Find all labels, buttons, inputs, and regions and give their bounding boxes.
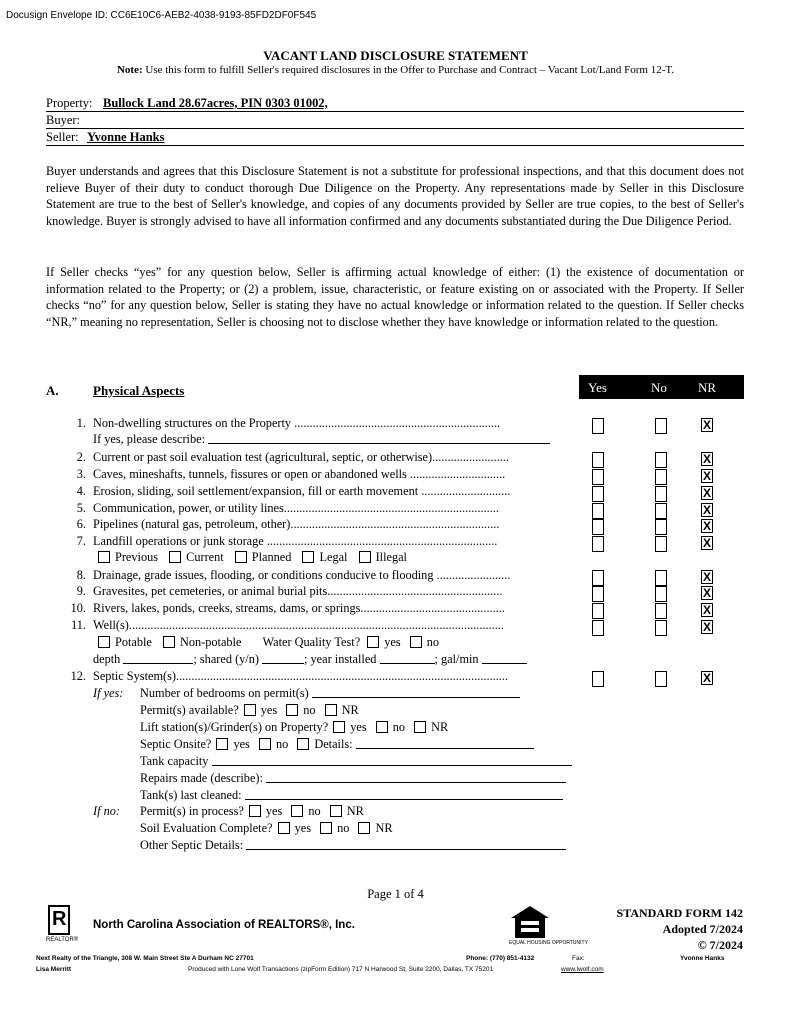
q7-current-checkbox[interactable]: [169, 551, 181, 563]
septic-onsite: [140, 737, 534, 752]
septic-bedrooms-label: Number of bedrooms on permit(s): [140, 686, 309, 700]
septic-permits-available: [140, 703, 359, 718]
septic-tank-capacity-label: Tank capacity: [140, 754, 209, 768]
q11-details: [93, 652, 527, 667]
property-value: Bullock Land 28.67acres, PIN 0303 01002,: [103, 96, 328, 110]
answer-no-checkbox[interactable]: [655, 586, 667, 602]
lift-station-no-label: no: [392, 720, 406, 734]
soil-eval-no-checkbox[interactable]: [320, 822, 332, 834]
buyer-field[interactable]: [46, 113, 744, 129]
question-text: Septic System(s)............................................................................................................: [93, 669, 509, 683]
col-no-header: No: [651, 380, 667, 395]
seller-name-footer: Yvonne Hanks: [680, 955, 725, 962]
septic-lift-station: [140, 720, 448, 735]
checkbox-meaning-paragraph: If Seller checks “yes” for any question below, Seller is affirming actual knowledge of either: (1) the existence of documentation or information related to the Property; or (2) a problem, issue, characteristic, or feature existing on or associated with the Property. If Seller checks “no” for any question below, Seller is stating they have no actual knowledge or information related to the question. If Seller checks “NR,” meaning no representation, Seller is choosing not to disclose whether they have knowledge or information related to the question.: [46, 265, 744, 330]
question-text: Gravesites, pet cemeteries, or animal burial pits.........................................................: [93, 584, 503, 598]
q11-shared-blank[interactable]: [262, 663, 304, 664]
answer-no-checkbox[interactable]: [655, 519, 667, 535]
septic-tank-capacity-blank[interactable]: [212, 765, 572, 766]
form-title: VACANT LAND DISCLOSURE STATEMENT: [263, 48, 528, 63]
septic-other-details: [140, 838, 566, 853]
septic-onsite-details-checkbox[interactable]: [297, 738, 309, 750]
lift-station-yes-label: yes: [350, 720, 367, 734]
property-field[interactable]: [46, 96, 744, 112]
question-text: Caves, mineshafts, tunnels, fissures or open or abandoned wells ...............................: [93, 467, 506, 481]
q11-potable-checkbox[interactable]: [98, 636, 110, 648]
permits-available-nr-label: NR: [341, 703, 359, 717]
septic-last-cleaned-blank[interactable]: [245, 799, 563, 800]
in-process-nr-checkbox[interactable]: [330, 805, 342, 817]
answer-yes-checkbox[interactable]: [592, 418, 604, 434]
septic-onsite-yes-label: yes: [233, 737, 250, 751]
produced-by: Produced with Lone Wolf Transactions (zipForm Edition) 717 N Harwood St, Suite 2200, Dallas, TX 75201: [188, 966, 494, 973]
q11-options: [96, 635, 439, 650]
septic-permits-available-label: Permit(s) available?: [140, 703, 239, 717]
septic-lift-station-label: Lift station(s)/Grinder(s) on Property?: [140, 720, 329, 734]
q11-gal-label: ; gal/min: [434, 652, 479, 666]
septic-onsite-no-checkbox[interactable]: [259, 738, 271, 750]
answer-no-checkbox[interactable]: [655, 620, 667, 636]
answer-yes-checkbox[interactable]: [592, 603, 604, 619]
septic-tank-capacity: [140, 754, 572, 769]
agent-name: Lisa Merritt: [36, 966, 72, 973]
answer-yes-checkbox[interactable]: [592, 469, 604, 485]
seller-label: Seller:: [46, 130, 79, 144]
answer-yes-checkbox[interactable]: [592, 671, 604, 687]
question-number: 12.: [70, 669, 86, 683]
septic-bedrooms-line: [140, 686, 520, 701]
q11-water-test-yes-checkbox[interactable]: [367, 636, 379, 648]
answer-nr-checkbox[interactable]: X: [702, 452, 711, 466]
buyer-label: Buyer:: [46, 113, 81, 127]
septic-other-details-label: Other Septic Details:: [140, 838, 244, 852]
seller-field[interactable]: [46, 130, 744, 146]
question-number: 5.: [76, 501, 86, 515]
answer-no-checkbox[interactable]: [655, 486, 667, 502]
lift-station-yes-checkbox[interactable]: [333, 721, 345, 733]
question-number: 4.: [76, 484, 86, 498]
q1-describe-line[interactable]: [93, 432, 550, 447]
q7-options: [96, 550, 407, 565]
answer-yes-checkbox[interactable]: [592, 452, 604, 468]
septic-repairs: [140, 771, 566, 786]
answer-yes-checkbox[interactable]: [592, 586, 604, 602]
association-name: North Carolina Association of REALTORS®, Inc.: [93, 919, 355, 931]
permits-available-no-label: no: [303, 703, 316, 717]
q11-nonpotable-label: Non-potable: [179, 635, 242, 649]
permits-available-no-checkbox[interactable]: [286, 704, 298, 716]
answer-nr-checkbox[interactable]: X: [702, 603, 711, 617]
in-process-yes-label: yes: [265, 804, 283, 818]
q7-illegal-checkbox[interactable]: [359, 551, 371, 563]
answer-nr-checkbox[interactable]: X: [702, 671, 711, 685]
q7-illegal-label: Illegal: [375, 550, 407, 564]
question-number: 7.: [76, 534, 86, 548]
soil-eval-no-label: no: [337, 821, 350, 835]
question-number: 6.: [76, 517, 86, 531]
q7-planned-label: Planned: [251, 550, 292, 564]
standard-form-number: STANDARD FORM 142: [616, 906, 743, 920]
septic-last-cleaned: [140, 788, 563, 803]
note-label: Note:: [116, 64, 143, 76]
answer-no-checkbox[interactable]: [655, 603, 667, 619]
answer-no-checkbox[interactable]: [655, 536, 667, 552]
question-number: 10.: [70, 601, 86, 615]
septic-soil-eval-label: Soil Evaluation Complete?: [140, 821, 273, 835]
answer-nr-checkbox[interactable]: X: [702, 586, 711, 600]
soil-eval-nr-label: NR: [375, 821, 393, 835]
question-number: 3.: [76, 467, 86, 481]
question-text: Non-dwelling structures on the Property ...................................................................: [93, 416, 501, 430]
lift-station-nr-checkbox[interactable]: [414, 721, 426, 733]
answer-nr-checkbox[interactable]: X: [702, 503, 711, 517]
realtor-caption: REALTOR®: [46, 937, 79, 943]
note-text: Use this form to fulfill Seller's required disclosures in the Offer to Purchase and Contract – Vacant Lot/Land Form 12-T.: [145, 64, 675, 76]
question-number: 11.: [71, 618, 86, 632]
property-label: Property:: [46, 96, 93, 110]
q11-year-blank[interactable]: [380, 663, 435, 664]
permits-available-nr-checkbox[interactable]: [325, 704, 337, 716]
soil-eval-yes-label: yes: [294, 821, 311, 835]
q11-water-test-no-checkbox[interactable]: [410, 636, 422, 648]
phone-number: Phone: (770) 851-4132: [466, 955, 535, 962]
q7-planned-checkbox[interactable]: [235, 551, 247, 563]
answer-nr-checkbox[interactable]: X: [702, 536, 711, 550]
section-title: Physical Aspects: [93, 383, 185, 398]
septic-bedrooms-blank[interactable]: [312, 697, 520, 698]
answer-yes-checkbox[interactable]: [592, 620, 604, 636]
col-yes-header: Yes: [588, 380, 607, 395]
question-number: 2.: [76, 450, 86, 464]
q7-current-label: Current: [186, 550, 224, 564]
q11-shared-label: ; shared (y/n): [193, 652, 259, 666]
q11-depth-blank[interactable]: [123, 663, 193, 664]
in-process-no-checkbox[interactable]: [291, 805, 303, 817]
soil-eval-nr-checkbox[interactable]: [358, 822, 370, 834]
answer-no-checkbox[interactable]: [655, 452, 667, 468]
question-text: Landfill operations or junk storage ...........................................................................: [93, 534, 498, 548]
septic-onsite-label: Septic Onsite?: [140, 737, 212, 751]
q1-describe-label: If yes, please describe:: [93, 432, 205, 446]
form-note: [0, 64, 791, 76]
question-number: 8.: [76, 568, 86, 582]
equal-housing-icon: [509, 904, 551, 940]
page-number: Page 1 of 4: [367, 887, 424, 901]
septic-last-cleaned-label: Tank(s) last cleaned:: [140, 788, 242, 802]
question-text: Pipelines (natural gas, petroleum, other)....................................................................: [93, 517, 500, 531]
section-letter: A.: [46, 383, 59, 398]
septic-details-blank[interactable]: [356, 748, 534, 749]
question-text: Communication, power, or utility lines......................................................................: [93, 501, 499, 515]
septic-soil-eval: [140, 821, 393, 836]
seller-value: Yvonne Hanks: [87, 130, 165, 144]
question-text: Well(s)..........................................................................................................................: [93, 618, 504, 632]
question-text: Rivers, lakes, ponds, creeks, streams, dams, or springs...............................................: [93, 601, 505, 615]
septic-onsite-yes-checkbox[interactable]: [216, 738, 228, 750]
lift-station-no-checkbox[interactable]: [376, 721, 388, 733]
fax-label: Fax:: [572, 955, 585, 962]
septic-in-process-label: Permit(s) in process?: [140, 804, 244, 818]
answer-no-checkbox[interactable]: [655, 671, 667, 687]
q11-potable-label: Potable: [115, 635, 152, 649]
copyright-date: © 7/2024: [697, 938, 743, 952]
answer-nr-checkbox[interactable]: X: [702, 620, 711, 634]
q7-legal-checkbox[interactable]: [302, 551, 314, 563]
septic-if-no: If no:: [93, 804, 120, 818]
standard-form-block: [617, 905, 743, 953]
answer-yes-checkbox[interactable]: [592, 519, 604, 535]
answer-no-checkbox[interactable]: [655, 418, 667, 434]
realtor-logo: [48, 905, 70, 935]
septic-other-details-blank[interactable]: [246, 849, 566, 850]
in-process-no-label: no: [308, 804, 321, 818]
answer-yes-checkbox[interactable]: [592, 503, 604, 519]
question-number: 9.: [76, 584, 86, 598]
lift-station-nr-label: NR: [431, 720, 449, 734]
answer-no-checkbox[interactable]: [655, 503, 667, 519]
permits-available-yes-label: yes: [260, 703, 278, 717]
answer-nr-checkbox[interactable]: X: [702, 486, 711, 500]
answer-yes-checkbox[interactable]: [592, 570, 604, 586]
col-nr-header: NR: [698, 380, 717, 395]
question-text: Erosion, sliding, soil settlement/expansion, fill or earth movement .............................: [93, 484, 511, 498]
envelope-id: Docusign Envelope ID: CC6E10C6-AEB2-4038-9193-85FD2DF0F545: [6, 10, 317, 21]
permits-available-yes-checkbox[interactable]: [244, 704, 256, 716]
q7-previous-label: Previous: [115, 550, 159, 564]
question-text: Current or past soil evaluation test (agricultural, septic, or otherwise).........................: [93, 450, 509, 464]
q7-previous-checkbox[interactable]: [98, 551, 110, 563]
septic-details-label: Details:: [314, 737, 353, 751]
septic-in-process: [140, 804, 364, 819]
q11-gal-blank[interactable]: [482, 663, 527, 664]
answer-nr-checkbox[interactable]: X: [702, 418, 711, 432]
answer-yes-checkbox[interactable]: [592, 536, 604, 552]
q11-water-test-no-label: no: [426, 635, 440, 649]
website-link[interactable]: www.lwolf.com: [561, 966, 604, 973]
question-number: 1.: [76, 416, 86, 430]
soil-eval-yes-checkbox[interactable]: [278, 822, 290, 834]
realtor-logo-letter: R: [52, 908, 67, 930]
q11-nonpotable-checkbox[interactable]: [163, 636, 175, 648]
answer-nr-checkbox[interactable]: X: [702, 469, 711, 483]
septic-repairs-label: Repairs made (describe):: [140, 771, 263, 785]
q7-legal-label: Legal: [319, 550, 348, 564]
question-text: Drainage, grade issues, flooding, or conditions conducive to flooding ........................: [93, 568, 511, 582]
q11-water-test-label: Water Quality Test?: [262, 635, 361, 649]
answer-no-checkbox[interactable]: [655, 469, 667, 485]
in-process-nr-label: NR: [346, 804, 364, 818]
answer-no-checkbox[interactable]: [655, 570, 667, 586]
in-process-yes-checkbox[interactable]: [249, 805, 261, 817]
septic-repairs-blank[interactable]: [266, 782, 566, 783]
q11-year-label: ; year installed: [304, 652, 377, 666]
equal-housing-caption: EQUAL HOUSING OPPORTUNITY: [509, 940, 588, 946]
septic-if-yes: If yes:: [93, 686, 124, 700]
q11-depth-label: depth: [93, 652, 121, 666]
septic-onsite-no-label: no: [275, 737, 289, 751]
q11-water-test-yes-label: yes: [384, 635, 401, 649]
disclaimer-paragraph: Buyer understands and agrees that this Disclosure Statement is not a substitute for professional inspections, and that this document does not relieve Buyer of their duty to conduct thorough Due Diligence on the Property. Any representations made by Seller in this Disclosure Statement are true to the best of Seller's knowledge, and copies of any documents provided by Seller are true copies, to the best of Seller's knowledge. Buyer is strongly advised to have all information confirmed and any documents substantiated during the Due Diligence Period.: [46, 164, 744, 229]
adopted-date: Adopted 7/2024: [662, 922, 743, 936]
answer-nr-checkbox[interactable]: X: [702, 519, 711, 533]
brokerage-address: Next Realty of the Triangle, 308 W. Main Street Ste A Durham NC 27701: [36, 955, 254, 962]
answer-yes-checkbox[interactable]: [592, 486, 604, 502]
q1-describe-blank[interactable]: [208, 443, 550, 444]
answer-nr-checkbox[interactable]: X: [702, 570, 711, 584]
